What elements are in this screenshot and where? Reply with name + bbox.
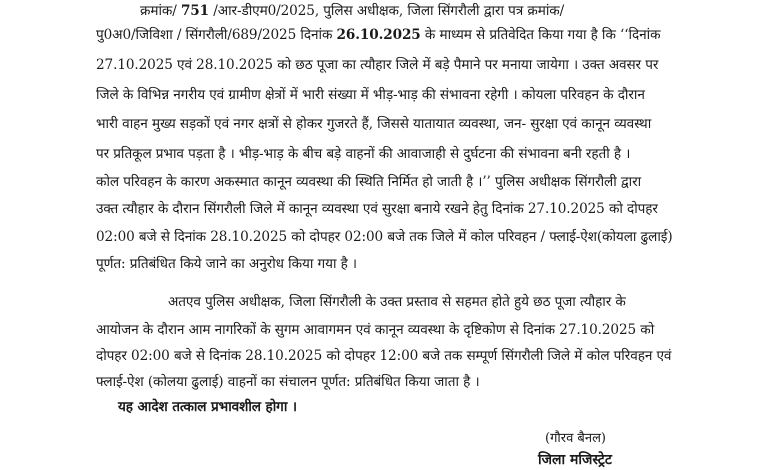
signatory-name: (गौरव बैनल)	[545, 431, 606, 446]
para2-line-1: अतएव पुलिस अधीक्षक, जिला सिंगरौली के उक्त प्रस्ताव से सहमत होते हुये छठ पूजा त्यौहार के	[168, 294, 626, 310]
signatory-designation: जिला मजिस्ट्रेट	[538, 452, 612, 468]
order-effective-line: यह आदेश तत्काल प्रभावशील होगा ।	[118, 399, 297, 415]
para1-line-1: क्रमांक/ 751 /आर-डीएम0/2025, पुलिस अधीक्षक, जिला सिंगरौली द्वारा पत्र क्रमांक/	[140, 3, 565, 19]
para1-line-9: 02:00 बजे से दिनांक 28.10.2025 को दोपहर 02:00 बजे तक जिले में कोल परिवहन / फ्लाई-ऐश(कोयला ढुलाई)	[96, 229, 673, 245]
para1-line-4: जिले के विभिन्न नगरीय एवं ग्रामीण क्षेत्रों में भारी संख्या में भीड़-भाड़ की संभावना रहेगी । कोयला परिवहन के दौरान	[96, 87, 645, 103]
para1-line-8: उक्त त्यौहार के दौरान सिंगरौली जिले में कानून व्यवस्था एवं सुरक्षा बनाये रखने हेतु दिनांक 27.10.2025 को दोपहर	[96, 201, 658, 217]
para1-line-7: कोल परिवहन के कारण अकस्मात कानून व्यवस्था की स्थिति निर्मित हो जाती है ।’’ पुलिस अधीक्षक सिंगरौली द्वारा	[96, 174, 642, 190]
para1-line-5: भारी वाहन मुख्य सड़कों एवं नगर क्षत्रों से होकर गुजरते हैं, जिससे यातायात व्यवस्था, जन- सुरक्षा एवं कानून व्यवस्था	[96, 116, 652, 132]
para1-line-10: पूर्णत: प्रतिबंधित किये जाने का अनुरोध किया गया है ।	[96, 256, 357, 272]
para1-line-3: 27.10.2025 एवं 28.10.2025 को छठ पूजा का त्यौहार जिले में बड़े पैमाने पर मनाया जायेगा । उक्त अवसर पर	[96, 57, 659, 73]
para2-line-3: दोपहर 02:00 बजे से दिनांक 28.10.2025 को दोपहर 12:00 बजे तक सम्पूर्ण सिंगरौली जिले में कोल परिवहन एवं	[96, 348, 672, 364]
para2-line-4: फ्लाई-ऐश (कोलया ढुलाई) वाहनों का संचालन पूर्णत: प्रतिबंधित किया जाता है ।	[96, 374, 480, 390]
para1-line-6: पर प्रतिकूल प्रभाव पड़ता है । भीड़-भाड़ के बीच बड़े वाहनों की आवाजाही से दुर्घटना की संभावना बनी रहती है ।	[96, 146, 631, 162]
para1-line-2: पु0अ0/जिविशा / सिंगरौली/689/2025 दिनांक 26.10.2025 के माध्यम से प्रतिवेदित किया गया है कि ‘‘दिनांक	[96, 27, 661, 43]
para2-line-2: आयोजन के दौरान आम नागरिकों के सुगम आवागमन एवं कानून व्यवस्था के दृष्टिकोण से दिनांक 27.10.2025 को	[96, 322, 655, 338]
